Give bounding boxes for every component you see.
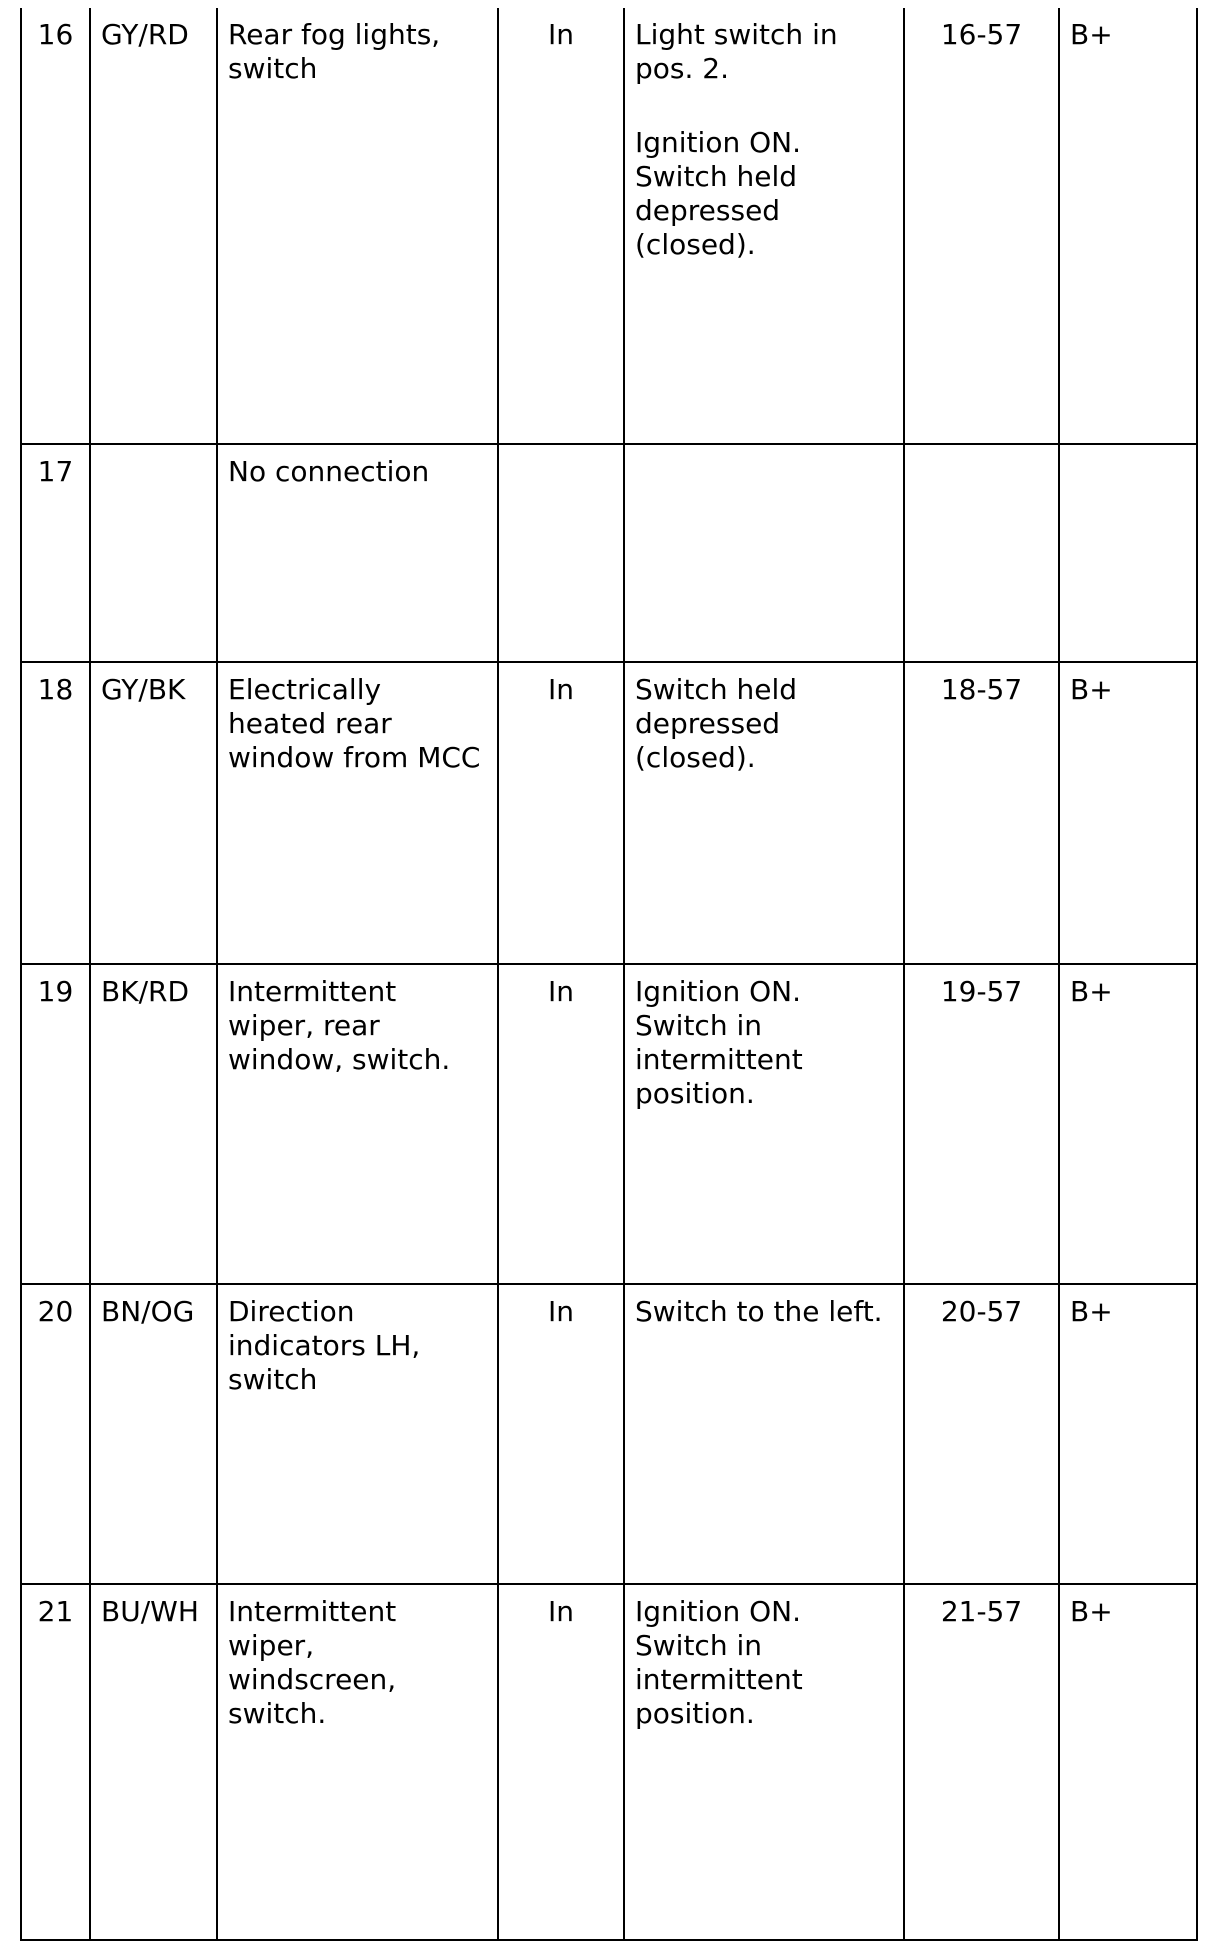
pin-cell: 18 (21, 662, 90, 964)
table-row (21, 662, 1197, 964)
wire-color-cell (90, 444, 217, 662)
pin-cell: 16 (21, 8, 90, 444)
condition-text: Switch held depressed (closed). (635, 673, 797, 774)
table-row (21, 1584, 1197, 1940)
wire-color-cell: BU/WH (90, 1584, 217, 1940)
table-row (21, 444, 1197, 662)
table-row (21, 1284, 1197, 1584)
direction-cell (498, 444, 624, 662)
conditions-cell (624, 8, 904, 444)
condition-text: Light switch in pos. 2. (635, 18, 838, 85)
condition-text: Switch to the left. (635, 1295, 883, 1328)
measure-point-cell: 18-57 (904, 662, 1059, 964)
measure-point-cell (904, 444, 1059, 662)
wire-color-cell: GY/RD (90, 8, 217, 444)
conditions-cell (624, 1584, 904, 1940)
function-cell: Intermittent wiper, rear window, switch. (217, 964, 498, 1284)
expected-value-cell: B+ (1059, 1284, 1197, 1584)
measure-point-cell: 20-57 (904, 1284, 1059, 1584)
function-cell: Direction indicators LH, switch (217, 1284, 498, 1584)
pin-table (20, 8, 1198, 1941)
conditions-cell (624, 964, 904, 1284)
conditions-cell (624, 1284, 904, 1584)
pin-cell: 20 (21, 1284, 90, 1584)
table-row (21, 964, 1197, 1284)
wire-color-cell: BK/RD (90, 964, 217, 1284)
function-cell: Rear fog lights, switch (217, 8, 498, 444)
function-cell: Electrically heated rear window from MCC (217, 662, 498, 964)
condition-text: Ignition ON. Switch in intermittent position. (635, 975, 803, 1110)
pin-cell: 19 (21, 964, 90, 1284)
measure-point-cell: 19-57 (904, 964, 1059, 1284)
expected-value-cell: B+ (1059, 964, 1197, 1284)
measure-point-cell: 16-57 (904, 8, 1059, 444)
condition-text: Ignition ON. Switch in intermittent position. (635, 1595, 803, 1730)
function-cell: No connection (217, 444, 498, 662)
measure-point-cell: 21-57 (904, 1584, 1059, 1940)
direction-cell: In (498, 964, 624, 1284)
direction-cell: In (498, 1284, 624, 1584)
direction-cell: In (498, 8, 624, 444)
wire-color-cell: BN/OG (90, 1284, 217, 1584)
pin-cell: 21 (21, 1584, 90, 1940)
function-cell: Intermittent wiper, windscreen, switch. (217, 1584, 498, 1940)
expected-value-cell (1059, 444, 1197, 662)
conditions-cell (624, 444, 904, 662)
expected-value-cell: B+ (1059, 1584, 1197, 1940)
expected-value-cell: B+ (1059, 662, 1197, 964)
direction-cell: In (498, 662, 624, 964)
table-row (21, 8, 1197, 444)
conditions-cell (624, 662, 904, 964)
condition-text: Ignition ON. Switch held depressed (closed). (635, 126, 801, 261)
pin-cell: 17 (21, 444, 90, 662)
wire-color-cell: GY/BK (90, 662, 217, 964)
expected-value-cell: B+ (1059, 8, 1197, 444)
direction-cell: In (498, 1584, 624, 1940)
